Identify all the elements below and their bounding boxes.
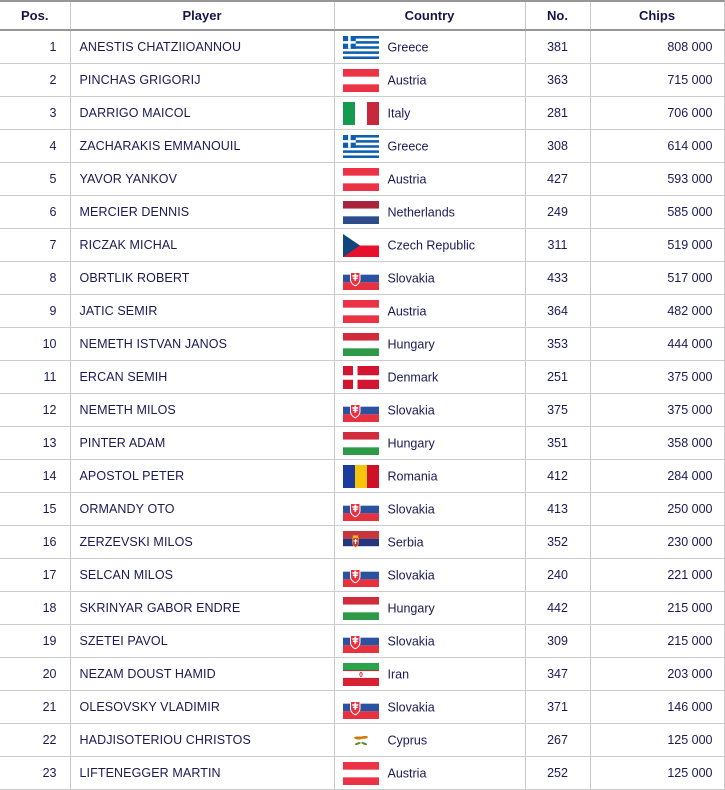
country-label: Slovakia	[387, 568, 435, 582]
table-row	[0, 163, 724, 196]
table-row	[0, 526, 724, 559]
chips-cell: 715 000	[590, 64, 724, 97]
number-cell: 433	[525, 262, 590, 295]
position-cell: 21	[0, 691, 70, 724]
number-cell: 251	[525, 361, 590, 394]
table-row	[0, 262, 724, 295]
country-cell	[334, 724, 525, 757]
chips-cell: 614 000	[590, 130, 724, 163]
chips-cell: 125 000	[590, 757, 724, 790]
country-label: Austria	[387, 304, 427, 318]
country-cell	[334, 427, 525, 460]
netherlands-flag-icon	[343, 201, 379, 224]
column-header-player: Player	[70, 1, 334, 30]
column-header-pos: Pos.	[0, 1, 70, 30]
player-cell: DARRIGO MAICOL	[70, 97, 334, 130]
player-cell: PINTER ADAM	[70, 427, 334, 460]
number-cell: 427	[525, 163, 590, 196]
slovakia-flag-icon	[343, 564, 379, 587]
table-row	[0, 328, 724, 361]
austria-flag-icon	[343, 300, 379, 323]
position-cell: 13	[0, 427, 70, 460]
country-cell	[334, 30, 525, 64]
country-cell	[334, 97, 525, 130]
chips-cell: 358 000	[590, 427, 724, 460]
country-cell	[334, 64, 525, 97]
greece-flag-icon	[343, 135, 379, 158]
country-cell	[334, 196, 525, 229]
player-cell: ANESTIS CHATZIIOANNOU	[70, 30, 334, 64]
slovakia-flag-icon	[343, 696, 379, 719]
position-cell: 16	[0, 526, 70, 559]
number-cell: 363	[525, 64, 590, 97]
table-row	[0, 625, 724, 658]
column-header-no: No.	[525, 1, 590, 30]
position-cell: 19	[0, 625, 70, 658]
number-cell: 381	[525, 30, 590, 64]
country-label: Hungary	[387, 436, 435, 450]
player-cell: SZETEI PAVOL	[70, 625, 334, 658]
number-cell: 311	[525, 229, 590, 262]
player-cell: NEMETH MILOS	[70, 394, 334, 427]
chips-cell: 221 000	[590, 559, 724, 592]
chips-cell: 230 000	[590, 526, 724, 559]
player-cell: APOSTOL PETER	[70, 460, 334, 493]
slovakia-flag-icon	[343, 498, 379, 521]
position-cell: 10	[0, 328, 70, 361]
position-cell: 23	[0, 757, 70, 790]
country-cell	[334, 328, 525, 361]
country-cell	[334, 625, 525, 658]
hungary-flag-icon	[343, 597, 379, 620]
number-cell: 240	[525, 559, 590, 592]
country-label: Italy	[387, 106, 411, 120]
country-cell	[334, 691, 525, 724]
number-cell: 375	[525, 394, 590, 427]
table-row	[0, 30, 724, 64]
player-cell: NEZAM DOUST HAMID	[70, 658, 334, 691]
table-row	[0, 196, 724, 229]
chips-cell: 375 000	[590, 361, 724, 394]
country-label: Slovakia	[387, 502, 435, 516]
country-label: Austria	[387, 172, 427, 186]
position-cell: 7	[0, 229, 70, 262]
player-cell: SELCAN MILOS	[70, 559, 334, 592]
country-cell	[334, 460, 525, 493]
number-cell: 347	[525, 658, 590, 691]
chips-cell: 215 000	[590, 592, 724, 625]
chips-cell: 284 000	[590, 460, 724, 493]
country-cell	[334, 592, 525, 625]
hungary-flag-icon	[343, 432, 379, 455]
country-cell	[334, 658, 525, 691]
position-cell: 15	[0, 493, 70, 526]
country-label: Hungary	[387, 601, 435, 615]
number-cell: 413	[525, 493, 590, 526]
denmark-flag-icon	[343, 366, 379, 389]
chips-cell: 593 000	[590, 163, 724, 196]
country-cell	[334, 361, 525, 394]
player-cell: NEMETH ISTVAN JANOS	[70, 328, 334, 361]
number-cell: 249	[525, 196, 590, 229]
player-cell: RICZAK MICHAL	[70, 229, 334, 262]
player-cell: JATIC SEMIR	[70, 295, 334, 328]
country-label: Greece	[387, 139, 429, 153]
cyprus-flag-icon	[343, 729, 379, 752]
table-row	[0, 427, 724, 460]
position-cell: 4	[0, 130, 70, 163]
table-row	[0, 97, 724, 130]
number-cell: 308	[525, 130, 590, 163]
position-cell: 8	[0, 262, 70, 295]
chips-cell: 517 000	[590, 262, 724, 295]
table-row	[0, 64, 724, 97]
position-cell: 9	[0, 295, 70, 328]
country-label: Romania	[387, 469, 438, 483]
position-cell: 17	[0, 559, 70, 592]
number-cell: 281	[525, 97, 590, 130]
table-row	[0, 229, 724, 262]
czech-republic-flag-icon	[343, 234, 379, 257]
country-label: Netherlands	[387, 205, 455, 219]
chips-cell: 585 000	[590, 196, 724, 229]
table-row	[0, 724, 724, 757]
position-cell: 18	[0, 592, 70, 625]
table-row	[0, 295, 724, 328]
number-cell: 351	[525, 427, 590, 460]
country-label: Slovakia	[387, 634, 435, 648]
position-cell: 14	[0, 460, 70, 493]
player-cell: PINCHAS GRIGORIJ	[70, 64, 334, 97]
table-row	[0, 394, 724, 427]
slovakia-flag-icon	[343, 399, 379, 422]
table-row	[0, 691, 724, 724]
table-row	[0, 493, 724, 526]
column-header-country: Country	[334, 1, 525, 30]
chips-cell: 706 000	[590, 97, 724, 130]
country-label: Austria	[387, 766, 427, 780]
number-cell: 442	[525, 592, 590, 625]
chips-cell: 482 000	[590, 295, 724, 328]
chips-cell: 519 000	[590, 229, 724, 262]
hungary-flag-icon	[343, 333, 379, 356]
country-label: Slovakia	[387, 271, 435, 285]
slovakia-flag-icon	[343, 267, 379, 290]
country-label: Austria	[387, 73, 427, 87]
position-cell: 1	[0, 30, 70, 64]
country-label: Greece	[387, 40, 429, 54]
number-cell: 267	[525, 724, 590, 757]
table-row	[0, 460, 724, 493]
position-cell: 12	[0, 394, 70, 427]
chips-cell: 250 000	[590, 493, 724, 526]
country-label: Slovakia	[387, 403, 435, 417]
country-cell	[334, 262, 525, 295]
position-cell: 20	[0, 658, 70, 691]
chips-cell: 808 000	[590, 30, 724, 64]
chips-cell: 215 000	[590, 625, 724, 658]
player-cell: HADJISOTERIOU CHRISTOS	[70, 724, 334, 757]
table-row	[0, 559, 724, 592]
iran-flag-icon	[343, 663, 379, 686]
position-cell: 22	[0, 724, 70, 757]
player-cell: LIFTENEGGER MARTIN	[70, 757, 334, 790]
italy-flag-icon	[343, 102, 379, 125]
austria-flag-icon	[343, 69, 379, 92]
number-cell: 252	[525, 757, 590, 790]
country-cell	[334, 493, 525, 526]
position-cell: 6	[0, 196, 70, 229]
greece-flag-icon	[343, 36, 379, 59]
chips-cell: 125 000	[590, 724, 724, 757]
player-cell: ZACHARAKIS EMMANOUIL	[70, 130, 334, 163]
country-label: Czech Republic	[387, 238, 476, 252]
player-cell: ORMANDY OTO	[70, 493, 334, 526]
player-cell: MERCIER DENNIS	[70, 196, 334, 229]
header-row	[0, 1, 724, 30]
player-cell: ZERZEVSKI MILOS	[70, 526, 334, 559]
austria-flag-icon	[343, 762, 379, 785]
table-row	[0, 658, 724, 691]
country-cell	[334, 526, 525, 559]
table-row	[0, 592, 724, 625]
player-cell: OBRTLIK ROBERT	[70, 262, 334, 295]
country-label: Hungary	[387, 337, 435, 351]
country-label: Cyprus	[387, 733, 428, 747]
chips-cell: 444 000	[590, 328, 724, 361]
player-cell: ERCAN SEMIH	[70, 361, 334, 394]
table-row	[0, 361, 724, 394]
table-body	[0, 30, 724, 790]
table-row	[0, 757, 724, 790]
number-cell: 352	[525, 526, 590, 559]
number-cell: 371	[525, 691, 590, 724]
number-cell: 364	[525, 295, 590, 328]
position-cell: 11	[0, 361, 70, 394]
country-label: Denmark	[387, 370, 439, 384]
position-cell: 5	[0, 163, 70, 196]
player-cell: OLESOVSKY VLADIMIR	[70, 691, 334, 724]
country-label: Slovakia	[387, 700, 435, 714]
romania-flag-icon	[343, 465, 379, 488]
serbia-flag-icon	[343, 531, 379, 554]
country-label: Iran	[387, 667, 410, 681]
position-cell: 3	[0, 97, 70, 130]
player-cell: YAVOR YANKOV	[70, 163, 334, 196]
column-header-chips: Chips	[590, 1, 724, 30]
chips-cell: 146 000	[590, 691, 724, 724]
chips-cell: 375 000	[590, 394, 724, 427]
number-cell: 309	[525, 625, 590, 658]
country-cell	[334, 757, 525, 790]
country-cell	[334, 394, 525, 427]
number-cell: 353	[525, 328, 590, 361]
country-cell	[334, 163, 525, 196]
table-row	[0, 130, 724, 163]
number-cell: 412	[525, 460, 590, 493]
player-cell: SKRINYAR GABOR ENDRE	[70, 592, 334, 625]
country-cell	[334, 130, 525, 163]
country-label: Serbia	[387, 535, 424, 549]
chips-cell: 203 000	[590, 658, 724, 691]
slovakia-flag-icon	[343, 630, 379, 653]
austria-flag-icon	[343, 168, 379, 191]
country-cell	[334, 559, 525, 592]
country-cell	[334, 295, 525, 328]
position-cell: 2	[0, 64, 70, 97]
country-cell	[334, 229, 525, 262]
